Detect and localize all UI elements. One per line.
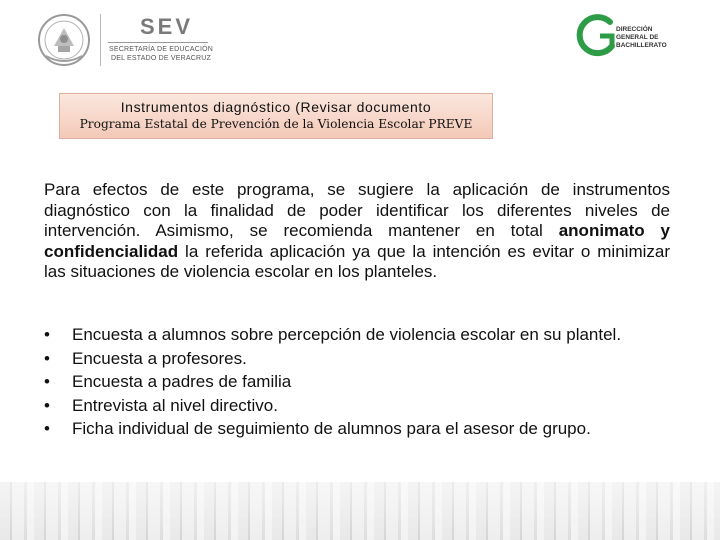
sev-logo-rule xyxy=(108,42,208,43)
list-item xyxy=(44,349,684,370)
dgb-line1: DIRECCIÓN xyxy=(616,26,653,33)
title-box xyxy=(59,93,493,139)
instrument-list xyxy=(44,325,684,443)
intro-text-after: la referida aplicación ya que la intención es evitar o minimizar las situaciones de violencia escolar en los planteles. xyxy=(44,241,670,281)
list-item xyxy=(44,325,684,346)
header-divider xyxy=(100,14,101,66)
title-line1: Instrumentos diagnóstico (Revisar documento xyxy=(120,99,432,115)
bullet-marker: • xyxy=(44,419,50,438)
list-item-text: Ficha individual de seguimiento de alumnos para el asesor de grupo. xyxy=(72,419,591,438)
list-item-text: Encuesta a profesores. xyxy=(72,348,247,368)
sev-logo-subtitle xyxy=(106,45,216,63)
list-item-text: Encuesta a alumnos sobre percepción de violencia escolar en su plantel. xyxy=(72,325,622,344)
state-seal-icon xyxy=(36,12,92,68)
list-item-text: Entrevista al nivel directivo. xyxy=(72,395,278,415)
dgb-line2: GENERAL DE xyxy=(616,34,659,41)
bullet-marker: • xyxy=(44,395,50,415)
list-item xyxy=(44,396,684,417)
intro-text-before: Para efectos de este programa, se sugiere la aplicación de instrumentos diagnóstico con la finalidad de poder identificar los diferentes niveles de intervención. Asimismo, se recomienda mantener en total xyxy=(44,180,670,240)
dgb-line3: BACHILLERATO xyxy=(616,42,667,49)
sev-subtitle-line1: SECRETARÍA DE EDUCACIÓN xyxy=(108,46,214,53)
footer-fade xyxy=(0,482,720,540)
sev-logo-word: SEV xyxy=(140,14,194,39)
slide-header xyxy=(0,0,720,80)
bullet-marker: • xyxy=(44,372,50,391)
dgb-emblem-icon xyxy=(576,12,620,62)
title-line2: Programa Estatal de Prevención de la Violencia Escolar PREVE xyxy=(79,117,473,131)
bullet-marker: • xyxy=(44,348,50,368)
intro-paragraph xyxy=(44,180,670,283)
list-item xyxy=(44,419,684,440)
list-item-text: Encuesta a padres de familia xyxy=(72,372,292,391)
intro-bold-text: anonimato y confidencialidad xyxy=(44,221,671,261)
bullet-marker: • xyxy=(44,325,50,344)
sev-subtitle-line2: DEL ESTADO DE VERACRUZ xyxy=(110,55,212,62)
list-item xyxy=(44,372,684,393)
dgb-logo-text xyxy=(616,26,696,50)
